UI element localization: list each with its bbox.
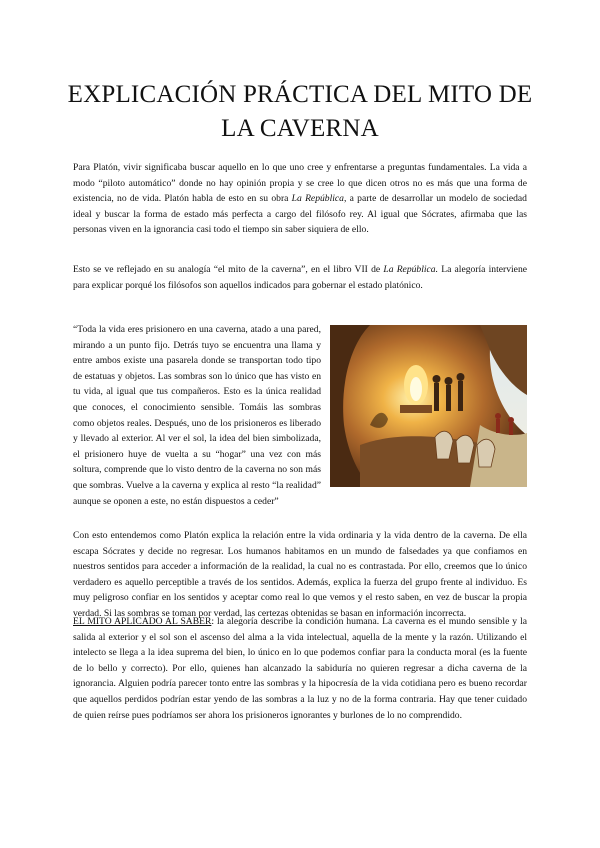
analogy-text-a: Esto se ve reflejado en su analogía “el mito de la caverna”, en el libro VII de xyxy=(73,264,384,275)
paragraph-analogy xyxy=(73,262,527,293)
intro-text-b: , a parte de desarrollar un modelo de sociedad ideal y buscar la forma de estado más perfecta a cargo del filósofo rey. Al igual que Sócrates, afirmaba que las personas viven en la ignorancia casi todo el tiempo sin saber siquiera de ello. xyxy=(73,193,527,236)
analogy-text-b: La alegoría interviene para explicar porqué los filósofos son aquellos indicados para gobernar el estado platónico. xyxy=(73,264,527,291)
cave-illustration-svg xyxy=(330,325,527,487)
myth-quote xyxy=(73,322,527,512)
paragraph-knowledge xyxy=(73,614,527,723)
knowledge-text: : la alegoría describe la condición humana. La caverna es el mundo sensible y la salida al exterior y el sol son el ascenso del alma a la vida intelectual, aquella de la mente y la razón. Utilizando el intelecto se llega a la idea suprema del bien, lo único en lo que podemos confiar para la conducta moral (es la fuente de lo bello y correcto). Por ello, quienes han alcanzado la sabiduría no quieren regresar a dicha caverna de la ignorancia. Alguien podría parecer tonto entre las sombras y la hipocresía de la vida cotidiana pero es bueno recordar que aquellos perdidos podrían estar yendo de las sombras a la luz y no de la forma contraria. Hay que tener cuidado de quien reírse pues podríamos ser ahora los prisioneros ignorantes y burlones de lo no comprendido. xyxy=(73,616,527,721)
cave-illustration xyxy=(330,325,527,487)
intro-text-a: Para Platón, vivir significaba buscar aquello en lo que uno cree y enfrentarse a preguntas fundamentales. La vida a modo “piloto automático” donde no hay opinión propia y se cree lo que dicen otros no es más que una forma de existencia, no de vida. Platón habla de esto en su obra xyxy=(73,162,527,205)
page-title: EXPLICACIÓN PRÁCTICA DEL MITO DE LA CAVERNA xyxy=(67,81,533,142)
paragraph-intro xyxy=(73,160,527,238)
book-title-italic: La República xyxy=(291,193,344,205)
quote-text: “Toda la vida eres prisionero en una caverna, atado a una pared, mirando a un punto fijo. Detrás tuyo se encuentra una llama y entre ambos existe una pasarela donde se transportan todo tipo de estatuas y objetos. Las sombras son lo único que has visto en tu vida, al igual que tus compañeros. Esto es la única realidad que conoces, el conocimiento sensible. Tomáis las sombras como objetos reales. Después, uno de los prisioneros es liberado y llevado al exterior. Al ver el sol, la idea del bien simbolizada, el prisionero huye de vuelta a su “hogar” una vez con más soltura, comprende que lo visto dentro de la caverna no son más que sombras. Vuelve a la caverna y explica al resto “la realidad” aunque se oponen a este, no están dispuestos a ceder” xyxy=(73,324,321,507)
section-heading-underlined: EL MITO APLICADO AL SABER xyxy=(73,616,212,627)
book-title-italic-2: La República. xyxy=(383,264,438,275)
paragraph-interpretation: Con esto entendemos como Platón explica la relación entre la vida ordinaria y la vida dentro de la caverna. De ella escapa Sócrates y decide no regresar. Los humanos habitamos en un mundo de falsedades ya que confiamos en nuestros sentidos para acceder a información de la realidad, la cual no es contrastada. Por ello, creemos que lo único verdadero es aquello perceptible a través de los sentidos. Además, explica la fuerza del grupo frente al individuo. Es muy peligroso confiar en los sentidos y aceptar como real lo que vemos y el resto saben, en vez de buscar la propia verdad. Si las sombras se toman por verdad, las certezas obtenidas se basan en información incorrecta. xyxy=(73,530,527,619)
